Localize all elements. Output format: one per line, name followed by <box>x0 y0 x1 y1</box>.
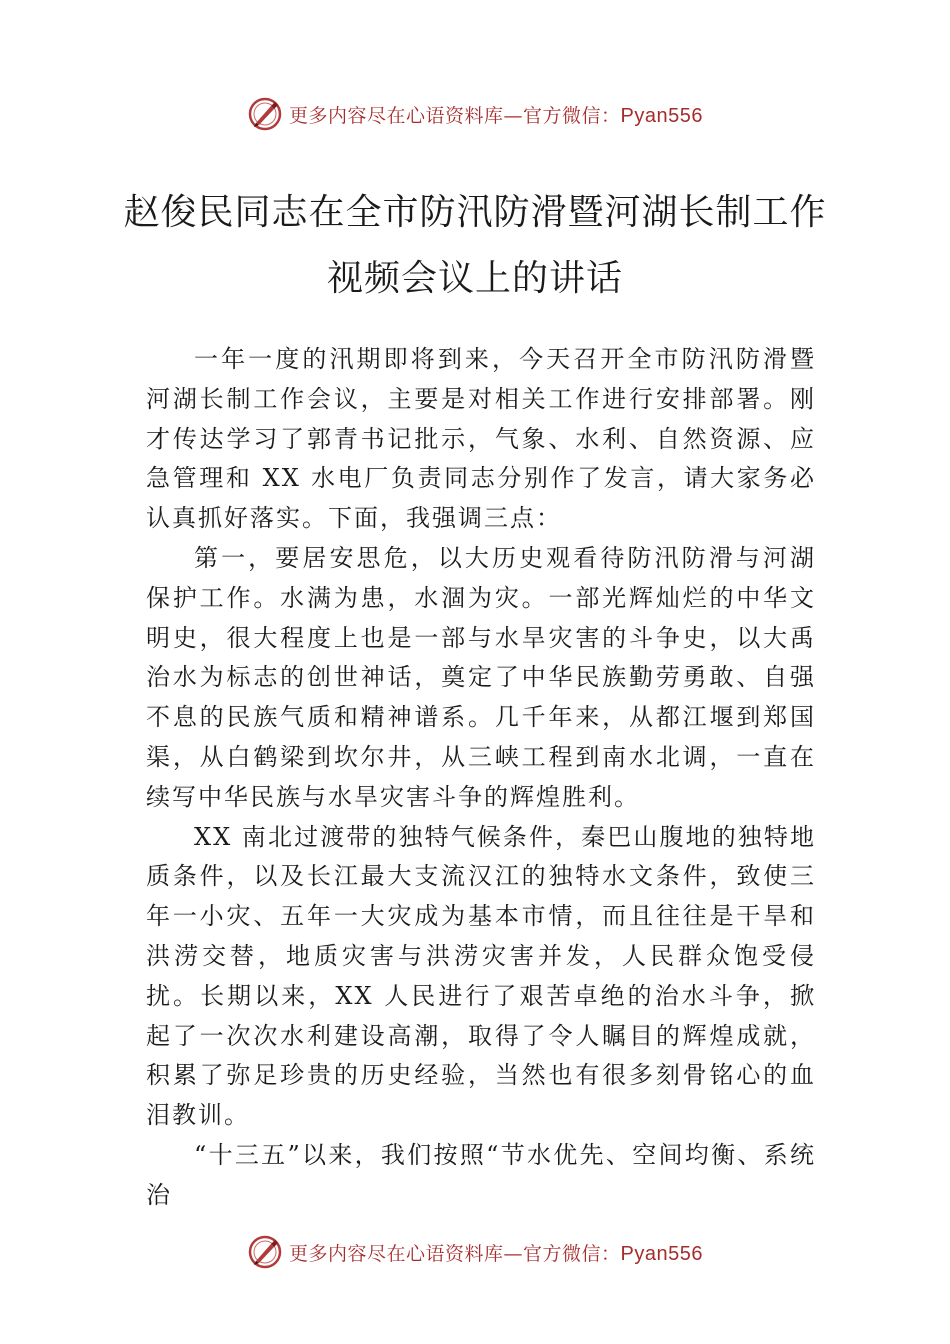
header-banner <box>0 94 950 134</box>
paragraph: 第一，要居安思危，以大历史观看待防汛防滑与河湖保护工作。水满为患，水涸为灾。一部光辉灿烂的中华文明史，很大程度上也是一部与水旱灾害的斗争史，以大禹治水为标志的创世神话，奠定了中华民族勤劳勇敢、自强不息的民族气质和精神谱系。几千年来，从都江堰到郑国渠，从白鹤梁到坎尔井，从三峡工程到南水北调，一直在续写中华民族与水旱灾害斗争的辉煌胜利。 <box>146 543 816 811</box>
banner-slogan: 更多内容尽在心语资料库—官方微信： <box>289 104 621 127</box>
document-body <box>146 340 816 1216</box>
wechat-id: Pyan556 <box>620 104 703 127</box>
wechat-id: Pyan556 <box>620 1242 703 1265</box>
document-title: 赵俊民同志在全市防汛防滑暨河湖长制工作视频会议上的讲话 <box>123 192 827 299</box>
paragraph: “十三五”以来，我们按照“节水优先、空间均衡、系统治 <box>146 1140 816 1209</box>
footer-banner-text <box>289 1239 703 1266</box>
footer-banner <box>0 1232 950 1272</box>
banner-slogan: 更多内容尽在心语资料库—官方微信： <box>289 1242 621 1265</box>
pen-seal-logo-icon <box>247 96 283 132</box>
pen-seal-logo-icon <box>247 1234 283 1270</box>
paragraph: 一年一度的汛期即将到来，今天召开全市防汛防滑暨河湖长制工作会议，主要是对相关工作进行安排部署。刚才传达学习了郭青书记批示，气象、水利、自然资源、应急管理和 XX 水电厂负责同志分别作了发言，请大家务必认真抓好落实。下面，我强调三点： <box>146 345 816 533</box>
header-banner-text <box>289 101 703 128</box>
paragraph: XX 南北过渡带的独特气候条件，秦巴山腹地的独特地质条件，以及长江最大支流汉江的独特水文条件，致使三年一小灾、五年一大灾成为基本市情，而且往往是干旱和洪涝交替，地质灾害与洪涝灾害并发，人民群众饱受侵扰。长期以来，XX 人民进行了艰苦卓绝的治水斗争，掀起了一次次水利建设高潮，取得了令人瞩目的辉煌成就，积累了弥足珍贵的历史经验，当然也有很多刻骨铭心的血泪教训。 <box>146 822 816 1130</box>
